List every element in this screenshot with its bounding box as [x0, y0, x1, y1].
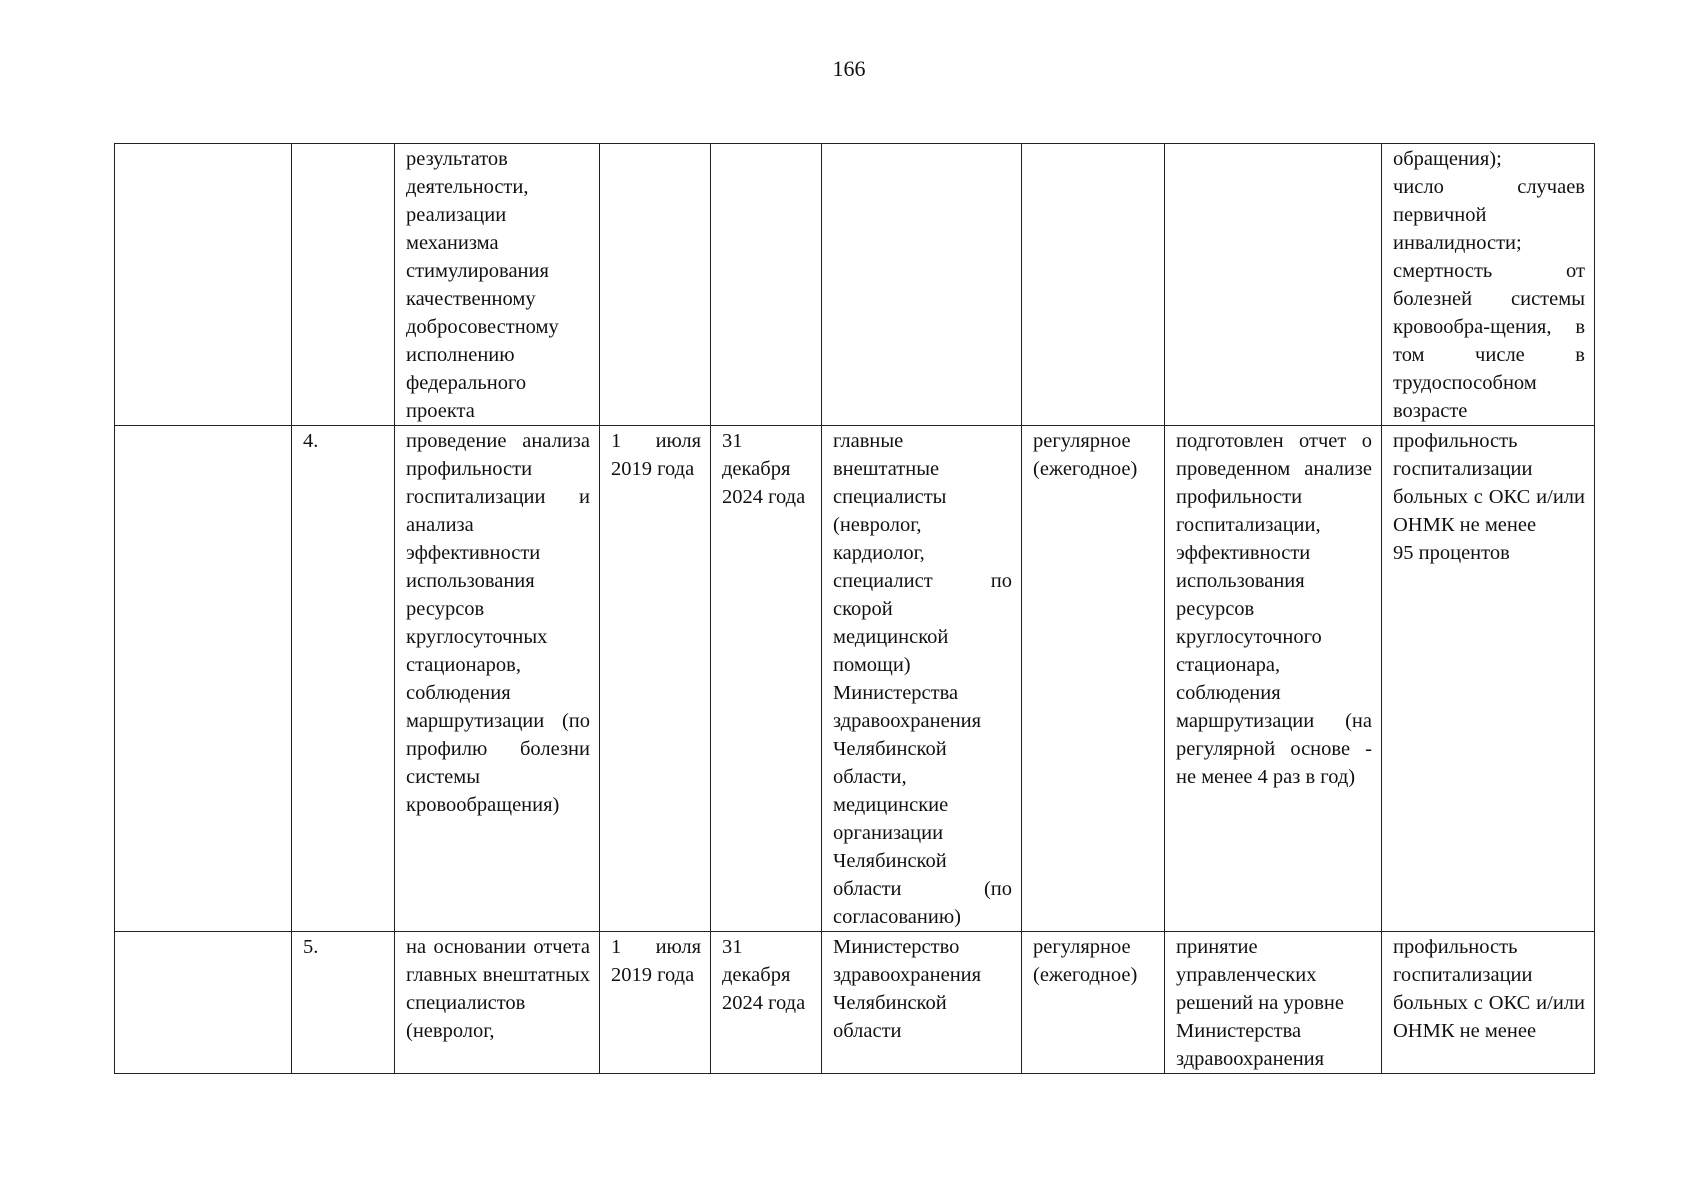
cell-number: 5. — [292, 932, 395, 1074]
cell-responsible: главные внештатные специалисты (невролог, кардиолог, специалист по скорой медицинской помощи) Министерства здравоохранения Челябинской области, медицинские организации Челябинской области (по согласованию) — [822, 426, 1022, 932]
cell-type: регулярное (ежегодное) — [1022, 426, 1165, 932]
cell-type: регулярное (ежегодное) — [1022, 932, 1165, 1074]
cell-start-date — [600, 144, 711, 426]
cell-event: результатов деятельности, реализации механизма стимулирования качественному добросовестному исполнению федерального проекта — [395, 144, 600, 426]
cell-event: проведение анализа профильности госпитализации и анализа эффективности использования ресурсов круглосуточных стационаров, соблюдения маршрутизации (по профилю болезни системы кровообращения) — [395, 426, 600, 932]
cell-end-date — [711, 144, 822, 426]
cell-result — [1165, 144, 1382, 426]
table-row — [115, 144, 1595, 426]
cell-end-date: 31 декабря 2024 года — [711, 426, 822, 932]
cell-number: 4. — [292, 426, 395, 932]
cell-result: подготовлен отчет о проведенном анализе профильности госпитализации, эффективности использования ресурсов круглосуточного стационара, соблюдения маршрутизации (на регулярной основе - не менее 4 раз в год) — [1165, 426, 1382, 932]
cell-blank — [115, 144, 292, 426]
page-number: 166 — [832, 56, 866, 81]
cell-indicator: профильность госпитализации больных с ОКС и/или ОНМК не менее 95 процентов — [1382, 426, 1595, 932]
cell-start-date: 1 июля 2019 года — [600, 426, 711, 932]
cell-event: на основании отчета главных внештатных специалистов (невролог, — [395, 932, 600, 1074]
table-row — [115, 932, 1595, 1074]
table-row — [115, 426, 1595, 932]
cell-responsible: Министерство здравоохранения Челябинской области — [822, 932, 1022, 1074]
cell-number — [292, 144, 395, 426]
cell-blank — [115, 426, 292, 932]
cell-end-date: 31 декабря 2024 года — [711, 932, 822, 1074]
cell-indicator: обращения); число случаев первичной инвалидности; смертность от болезней системы кровообра-щения, в том числе в трудоспособном возрасте — [1382, 144, 1595, 426]
cell-type — [1022, 144, 1165, 426]
cell-blank — [115, 932, 292, 1074]
cell-result: принятие управленческих решений на уровне Министерства здравоохранения — [1165, 932, 1382, 1074]
cell-indicator: профильность госпитализации больных с ОКС и/или ОНМК не менее — [1382, 932, 1595, 1074]
cell-responsible — [822, 144, 1022, 426]
activities-table — [114, 143, 1595, 1074]
cell-start-date: 1 июля 2019 года — [600, 932, 711, 1074]
